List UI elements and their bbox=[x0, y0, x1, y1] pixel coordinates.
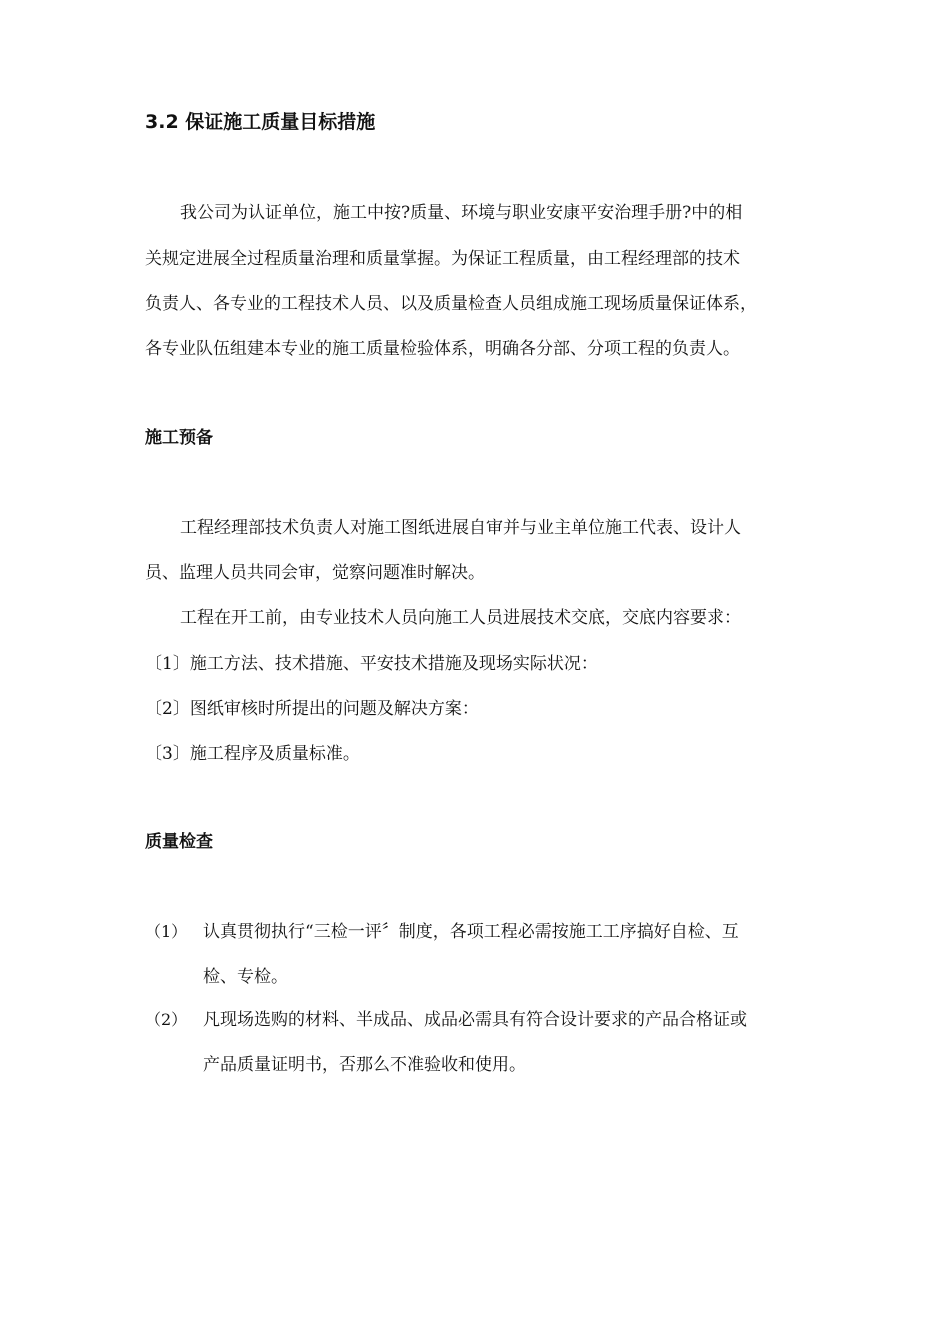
list-item-line: 凡现场选购的材料、半成品、成品必需具有符合设计要求的产品合格证或 bbox=[203, 1010, 747, 1030]
list-item: 〔3〕施工程序及质量标准。 bbox=[145, 744, 360, 764]
list-item-line: 认真贯彻执行“三检一评〞制度，各项工程必需按施工工序搞好自检、互 bbox=[203, 922, 739, 942]
intro-line: 负责人、各专业的工程技术人员、以及质量检查人员组成施工现场质量保证体系， bbox=[145, 294, 757, 314]
list-item-line: 检、专检。 bbox=[203, 967, 288, 987]
list-marker: （1） bbox=[145, 922, 188, 941]
list-marker: （2） bbox=[145, 1010, 188, 1029]
prep-heading: 施工预备 bbox=[145, 428, 213, 448]
intro-line: 我公司为认证单位，施工中按?质量、环境与职业安康平安治理手册?中的相 bbox=[180, 203, 743, 223]
list-item: 〔1〕施工方法、技术措施、平安技术措施及现场实际状况： bbox=[145, 654, 598, 674]
prep-paragraph-2: 工程在开工前，由专业技术人员向施工人员进展技术交底，交底内容要求： bbox=[180, 608, 741, 628]
list-item: 〔2〕图纸审核时所提出的问题及解决方案： bbox=[145, 699, 479, 719]
list-item-line: 产品质量证明书，否那么不准验收和使用。 bbox=[203, 1055, 526, 1075]
prep-line: 工程经理部技术负责人对施工图纸进展自审并与业主单位施工代表、设计人 bbox=[180, 518, 741, 538]
intro-line: 关规定进展全过程质量治理和质量掌握。为保证工程质量，由工程经理部的技术 bbox=[145, 249, 740, 269]
prep-line: 员、监理人员共同会审，觉察问题准时解决。 bbox=[145, 563, 485, 583]
section-title: 3.2 保证施工质量目标措施 bbox=[145, 111, 376, 133]
intro-line: 各专业队伍组建本专业的施工质量检验体系，明确各分部、分项工程的负责人。 bbox=[145, 339, 740, 359]
inspection-heading: 质量检查 bbox=[145, 832, 213, 852]
